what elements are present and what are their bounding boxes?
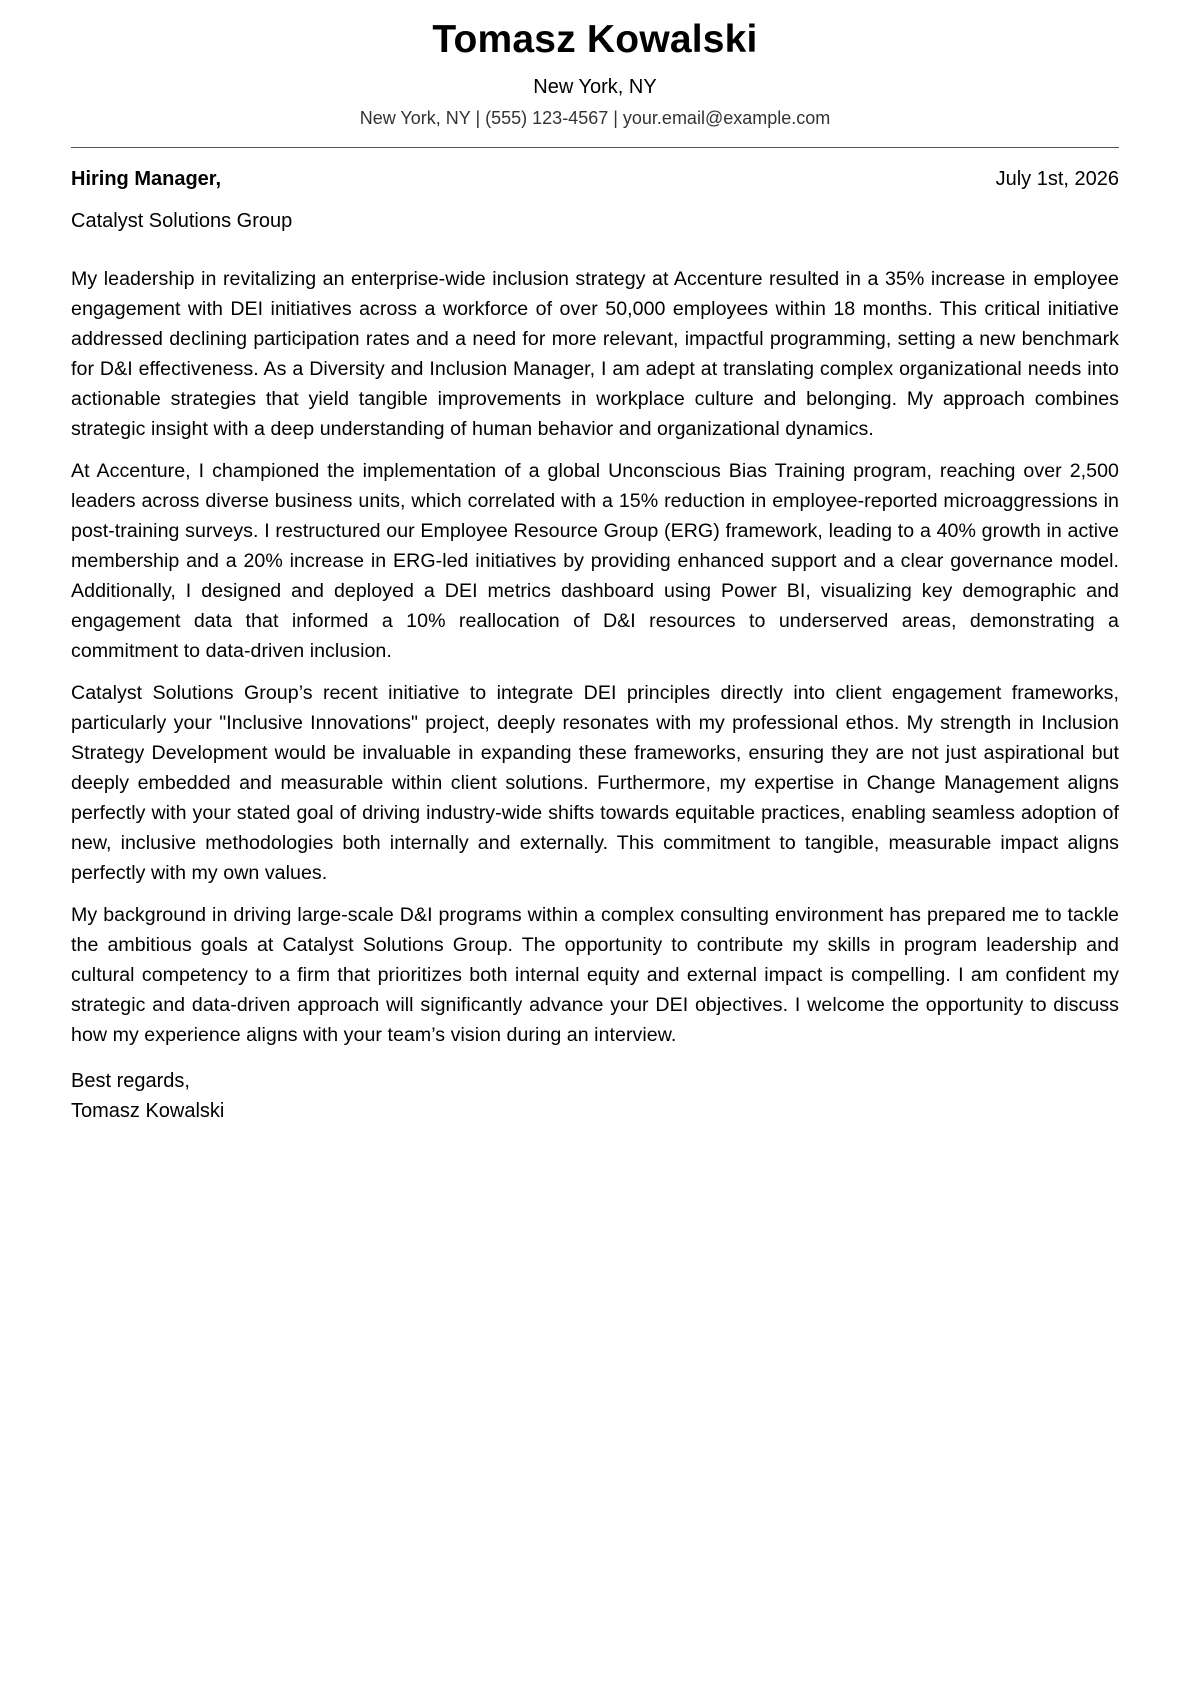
letter-date: July 1st, 2026 — [995, 168, 1119, 190]
closing-phrase: Best regards, — [71, 1070, 190, 1092]
letter-header — [71, 0, 1119, 130]
signature-name: Tomasz Kowalski — [71, 1100, 225, 1122]
body-paragraph-4: My background in driving large-scale D&I programs within a complex consulting environment has prepared me to tackle the ambitious goals at Catalyst Solutions Group. The opportunity to contribute my skills in program leadership and cultural competency to a firm that prioritizes both internal equity and external impact is compelling. I am confident my strategic and data-driven approach will significantly advance your DEI objectives. I welcome the opportunity to discuss how my experience aligns with your team’s vision during an interview. — [71, 904, 1119, 1046]
sender-contact-line: New York, NY | (555) 123-4567 | your.email@example.com — [359, 108, 831, 128]
sender-name: Tomasz Kowalski — [432, 18, 758, 61]
sender-location: New York, NY — [533, 76, 657, 98]
body-paragraph-2: At Accenture, I championed the implementation of a global Unconscious Bias Training program, reaching over 2,500 leaders across diverse business units, which correlated with a 15% reduction in employee-reported microaggressions in post-training surveys. I restructured our Employee Resource Group (ERG) framework, leading to a 40% growth in active membership and a 20% increase in ERG-led initiatives by providing enhanced support and a clear governance model. Additionally, I designed and deployed a DEI metrics dashboard using Power BI, visualizing key demographic and engagement data that informed a 10% reallocation of D&I resources to underserved areas, demonstrating a commitment to data-driven inclusion. — [71, 460, 1119, 662]
letter-closing — [71, 1066, 1119, 1126]
body-paragraph-3: Catalyst Solutions Group’s recent initiative to integrate DEI principles directly into client engagement frameworks, particularly your "Inclusive Innovations" project, deeply resonates with my professional ethos. My strength in Inclusion Strategy Development would be invaluable in expanding these frameworks, ensuring they are not just aspirational but deeply embedded and measurable within client solutions. Furthermore, my expertise in Change Management aligns perfectly with your stated goal of driving industry-wide shifts towards equitable practices, enabling seamless adoption of new, inclusive methodologies both internally and externally. This commitment to tangible, measurable impact aligns perfectly with my own values. — [71, 682, 1119, 884]
header-divider — [71, 147, 1119, 148]
body-paragraph-1: My leadership in revitalizing an enterprise-wide inclusion strategy at Accenture resulted in a 35% increase in employee engagement with DEI initiatives across a workforce of over 50,000 employees within 18 months. This critical initiative addressed declining participation rates and a need for more relevant, impactful programming, setting a new benchmark for D&I effectiveness. As a Diversity and Inclusion Manager, I am adept at translating complex organizational needs into actionable strategies that yield tangible improvements in workplace culture and belonging. My approach combines strategic insight with a deep understanding of human behavior and organizational dynamics. — [71, 268, 1119, 440]
letter-body — [71, 264, 1119, 1050]
recipient-date-row — [71, 166, 1119, 192]
recipient-company: Catalyst Solutions Group — [71, 210, 293, 232]
recipient-salutation: Hiring Manager, — [71, 168, 222, 190]
